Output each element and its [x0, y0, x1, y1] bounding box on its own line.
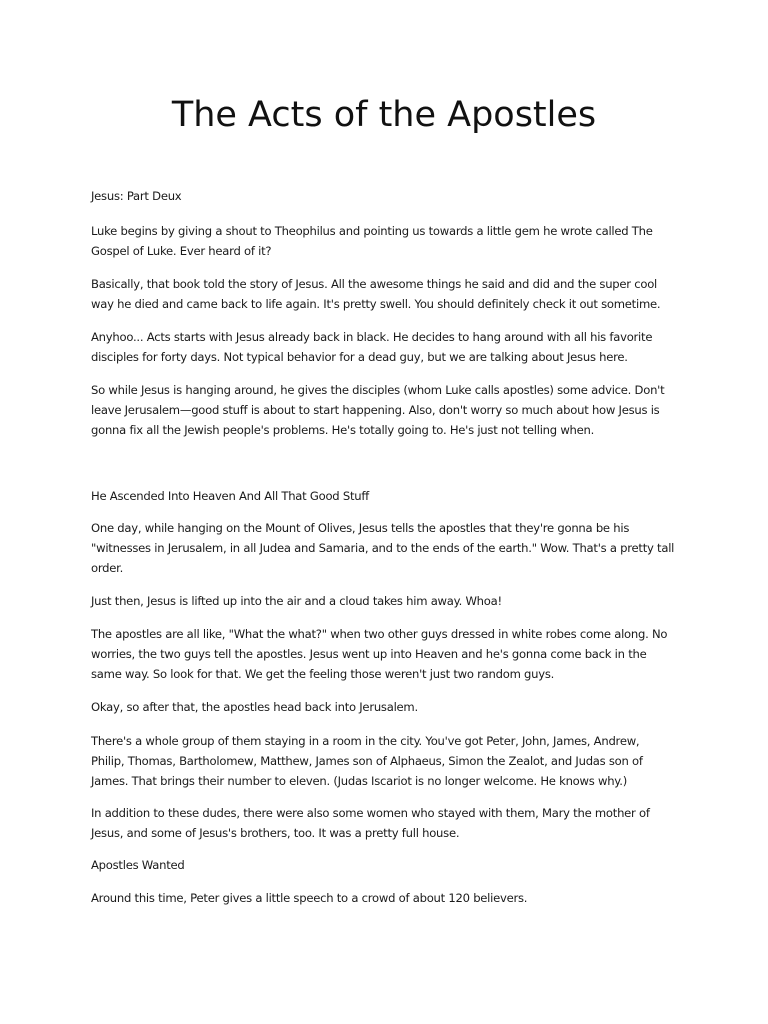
section-heading: He Ascended Into Heaven And All That Good Stuff: [91, 489, 370, 503]
paragraph: Okay, so after that, the apostles head back into Jerusalem.: [91, 700, 418, 714]
paragraph: Luke begins by giving a shout to Theophilus and pointing us towards a little gem he wrote called The Gospel of Luke. Ever heard of it?: [91, 224, 653, 258]
page-title: The Acts of the Apostles: [171, 95, 597, 135]
paragraph: In addition to these dudes, there were also some women who stayed with them, Mary the mother of Jesus, and some of Jesus's brothers, too. It was a pretty full house.: [91, 806, 650, 840]
section-heading: Apostles Wanted: [91, 858, 185, 872]
paragraph: Anyhoo... Acts starts with Jesus already back in black. He decides to hang around with all his favorite disciples for forty days. Not typical behavior for a dead guy, but we are talking about Jesus here.: [91, 330, 653, 364]
paragraph: One day, while hanging on the Mount of Olives, Jesus tells the apostles that they're gonna be his "witnesses in Jerusalem, in all Judea and Samaria, and to the ends of the earth." Wow. That's a pretty tall order.: [91, 521, 675, 575]
section-heading: Jesus: Part Deux: [91, 189, 182, 203]
paragraph: Basically, that book told the story of Jesus. All the awesome things he said and did and the super cool way he died and came back to life again. It's pretty swell. You should definitely check it out sometime.: [91, 277, 661, 311]
paragraph: So while Jesus is hanging around, he gives the disciples (whom Luke calls apostles) some advice. Don't leave Jerusalem—good stuff is about to start happening. Also, don't worry so much about how Jesus is gonna fix all the Jewish people's problems. He's totally going to. He's just not telling when.: [91, 383, 665, 437]
paragraph: Just then, Jesus is lifted up into the air and a cloud takes him away. Whoa!: [91, 594, 502, 608]
paragraph: The apostles are all like, "What the what?" when two other guys dressed in white robes come along. No worries, the two guys tell the apostles. Jesus went up into Heaven and he's gonna come back in the same way. So look for that. We get the feeling those weren't just two random guys.: [91, 627, 668, 681]
paragraph: Around this time, Peter gives a little speech to a crowd of about 120 believers.: [91, 891, 528, 905]
paragraph: There's a whole group of them staying in a room in the city. You've got Peter, John, James, Andrew, Philip, Thomas, Bartholomew, Matthew, James son of Alphaeus, Simon the Zealot, and Judas son of James. That brings their number to eleven. (Judas Iscariot is no longer welcome. He knows why.): [91, 734, 643, 788]
